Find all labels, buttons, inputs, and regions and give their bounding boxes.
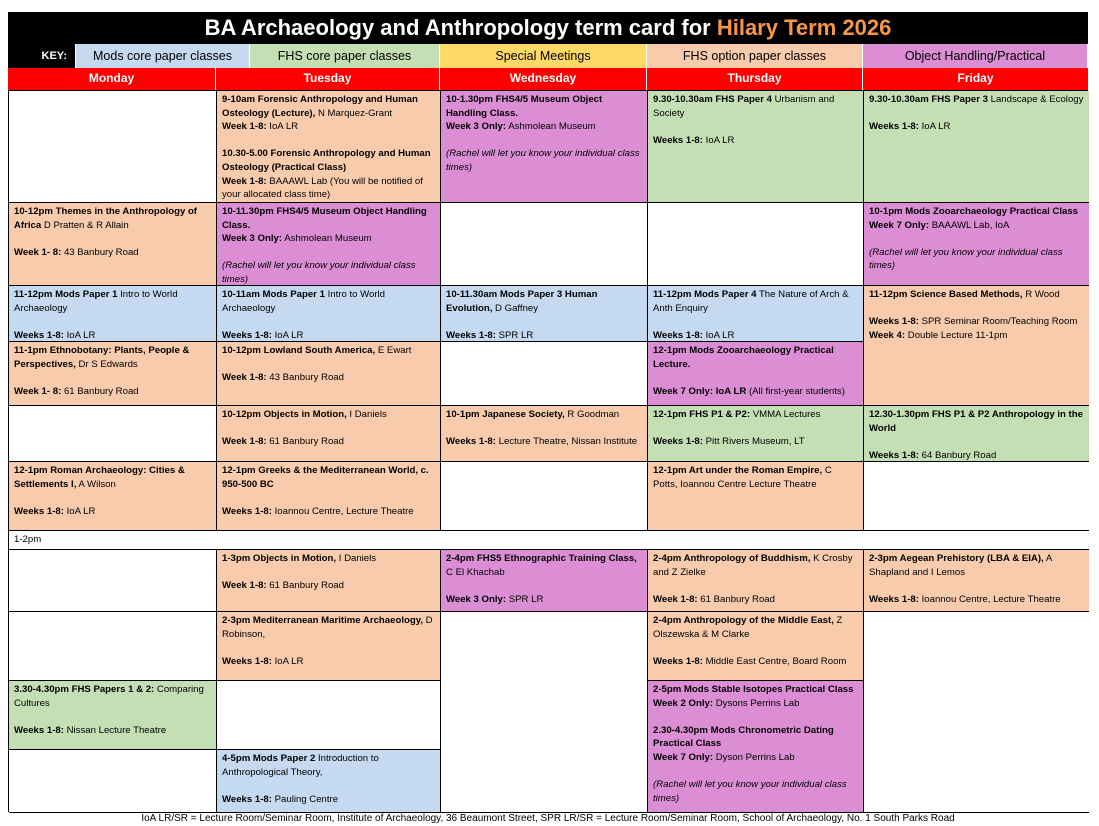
class-cell: 10-1pm Mods Zooarchaeology Practical Class Week 7 Only: BAAAWL Lab, IoA (Rachel will let you know your individual class times) — [864, 203, 1089, 286]
class-cell: 11-12pm Mods Paper 1 Intro to World Archaeology Weeks 1-8: IoA LR — [9, 286, 217, 342]
class-cell: 3.30-4.30pm FHS Papers 1 & 2: Comparing Cultures Weeks 1-8: Nissan Lecture Theatre — [9, 681, 217, 750]
cell-empty — [648, 203, 864, 286]
class-cell: 10-1.30pm FHS4/5 Museum Object Handling Class. Week 3 Only: Ashmolean Museum (Rachel will let you know your individual class times) — [441, 91, 648, 203]
class-cell: 2-4pm Anthropology of the Middle East, Z Olszewska & M Clarke Weeks 1-8: Middle East Centre, Board Room — [648, 612, 864, 681]
cell-empty — [9, 406, 217, 462]
key-fhs: FHS core paper classes — [250, 44, 440, 68]
class-cell: 12-1pm FHS P1 & P2: VMMA Lectures Weeks 1-8: Pitt Rivers Museum, LT — [648, 406, 864, 462]
lunch-row: 1-2pm — [9, 531, 1089, 550]
class-cell: 9-10am Forensic Anthropology and Human Osteology (Lecture), N Marquez-Grant Week 1-8: IoA LR 10.30-5.00 Forensic Anthropology and Human Osteology (Practical Class) Week 1-8: BAAAWL Lab (You will be notified of your allocated class time) — [217, 91, 441, 203]
class-cell: 11-12pm Science Based Methods, R Wood Weeks 1-8: SPR Seminar Room/Teaching Room Week 4: Double Lecture 11-1pm — [864, 286, 1089, 406]
key-option: FHS option paper classes — [647, 44, 863, 68]
cell-empty — [441, 342, 648, 406]
class-cell: 12-1pm Art under the Roman Empire, C Potts, Ioannou Centre Lecture Theatre — [648, 462, 864, 531]
class-cell: 2-4pm FHS5 Ethnographic Training Class, C El Khachab Week 3 Only: SPR LR — [441, 550, 648, 612]
cell-empty — [9, 550, 217, 612]
title-main: BA Archaeology and Anthropology term card for — [204, 15, 717, 40]
page-title — [8, 12, 1088, 44]
class-cell: 11-1pm Ethnobotany: Plants, People & Perspectives, Dr S Edwards Week 1- 8: 61 Banbury Road — [9, 342, 217, 406]
class-cell: 9.30-10.30am FHS Paper 4 Urbanism and Society Weeks 1-8: IoA LR — [648, 91, 864, 203]
day-wednesday: Wednesday — [440, 68, 647, 90]
class-cell: 12-1pm Greeks & the Mediterranean World, c. 950-500 BC Weeks 1-8: Ioannou Centre, Lecture Theatre — [217, 462, 441, 531]
class-cell: 11-12pm Mods Paper 4 The Nature of Arch & Anth Enquiry Weeks 1-8: IoA LR — [648, 286, 864, 342]
cell-empty — [441, 203, 648, 286]
cell-empty — [9, 750, 217, 813]
class-cell: 10-12pm Themes in the Anthropology of Africa D Pratten & R Allain Week 1- 8: 43 Banbury Road — [9, 203, 217, 286]
class-cell: 10-12pm Objects in Motion, I Daniels Week 1-8: 61 Banbury Road — [217, 406, 441, 462]
day-thursday: Thursday — [647, 68, 863, 90]
cell-empty — [441, 612, 648, 813]
key-row — [8, 44, 1088, 68]
class-cell: 2-3pm Mediterranean Maritime Archaeology, D Robinson, Weeks 1-8: IoA LR — [217, 612, 441, 681]
class-cell: 10-1pm Japanese Society, R Goodman Weeks 1-8: Lecture Theatre, Nissan Institute — [441, 406, 648, 462]
class-cell: 10-11am Mods Paper 1 Intro to World Archaeology Weeks 1-8: IoA LR — [217, 286, 441, 342]
title-term: Hilary Term 2026 — [716, 15, 892, 40]
class-cell: 12-1pm Roman Archaeology: Cities & Settlements I, A Wilson Weeks 1-8: IoA LR — [9, 462, 217, 531]
timetable-grid — [8, 90, 1088, 812]
class-cell: 12-1pm Mods Zooarchaeology Practical Lecture. Week 7 Only: IoA LR (All first-year students) — [648, 342, 864, 406]
class-cell: 2-3pm Aegean Prehistory (LBA & EIA), A Shapland and I Lemos Weeks 1-8: Ioannou Centre, Lecture Theatre — [864, 550, 1089, 612]
cell-empty — [9, 612, 217, 681]
class-cell: 2-5pm Mods Stable Isotopes Practical Class Week 2 Only: Dysons Perrins Lab 2.30-4.30pm Mods Chronometric Dating Practical Class Week 7 Only: Dyson Perrins Lab (Rachel will let you know your individual class times) — [648, 681, 864, 813]
cell-empty — [217, 681, 441, 750]
day-tuesday: Tuesday — [216, 68, 440, 90]
class-cell: 10-12pm Lowland South America, E Ewart Week 1-8: 43 Banbury Road — [217, 342, 441, 406]
key-special: Special Meetings — [440, 44, 647, 68]
cell-empty — [864, 462, 1089, 531]
cell-empty — [441, 462, 648, 531]
class-cell: 9.30-10.30am FHS Paper 3 Landscape & Ecology Weeks 1-8: IoA LR — [864, 91, 1089, 203]
key-object: Object Handling/Practical — [863, 44, 1088, 68]
class-cell: 2-4pm Anthropology of Buddhism, K Crosby and Z Zielke Week 1-8: 61 Banbury Road — [648, 550, 864, 612]
class-cell: 10-11.30pm FHS4/5 Museum Object Handling Class. Week 3 Only: Ashmolean Museum (Rachel will let you know your individual class times) — [217, 203, 441, 286]
days-header — [8, 68, 1088, 90]
footer-note: IoA LR/SR = Lecture Room/Seminar Room, Institute of Archaeology, 36 Beaumont Street, SPR LR/SR = Lecture Room/Seminar Room, School of Archaeology, No. 1 South Parks Road — [141, 813, 955, 824]
day-friday: Friday — [957, 71, 994, 85]
class-cell: 1-3pm Objects in Motion, I Daniels Week 1-8: 61 Banbury Road — [217, 550, 441, 612]
class-cell: 4-5pm Mods Paper 2 Introduction to Anthropological Theory, Weeks 1-8: Pauling Centre — [217, 750, 441, 813]
class-cell: 10-11.30am Mods Paper 3 Human Evolution, D Gaffney Weeks 1-8: SPR LR — [441, 286, 648, 342]
class-cell: 12.30-1.30pm FHS P1 & P2 Anthropology in the World Weeks 1-8: 64 Banbury Road — [864, 406, 1089, 462]
cell-empty — [9, 91, 217, 203]
cell-empty — [864, 612, 1089, 813]
key-label: KEY: — [8, 44, 76, 68]
key-mods: Mods core paper classes — [76, 44, 250, 68]
day-monday: Monday — [8, 68, 216, 90]
